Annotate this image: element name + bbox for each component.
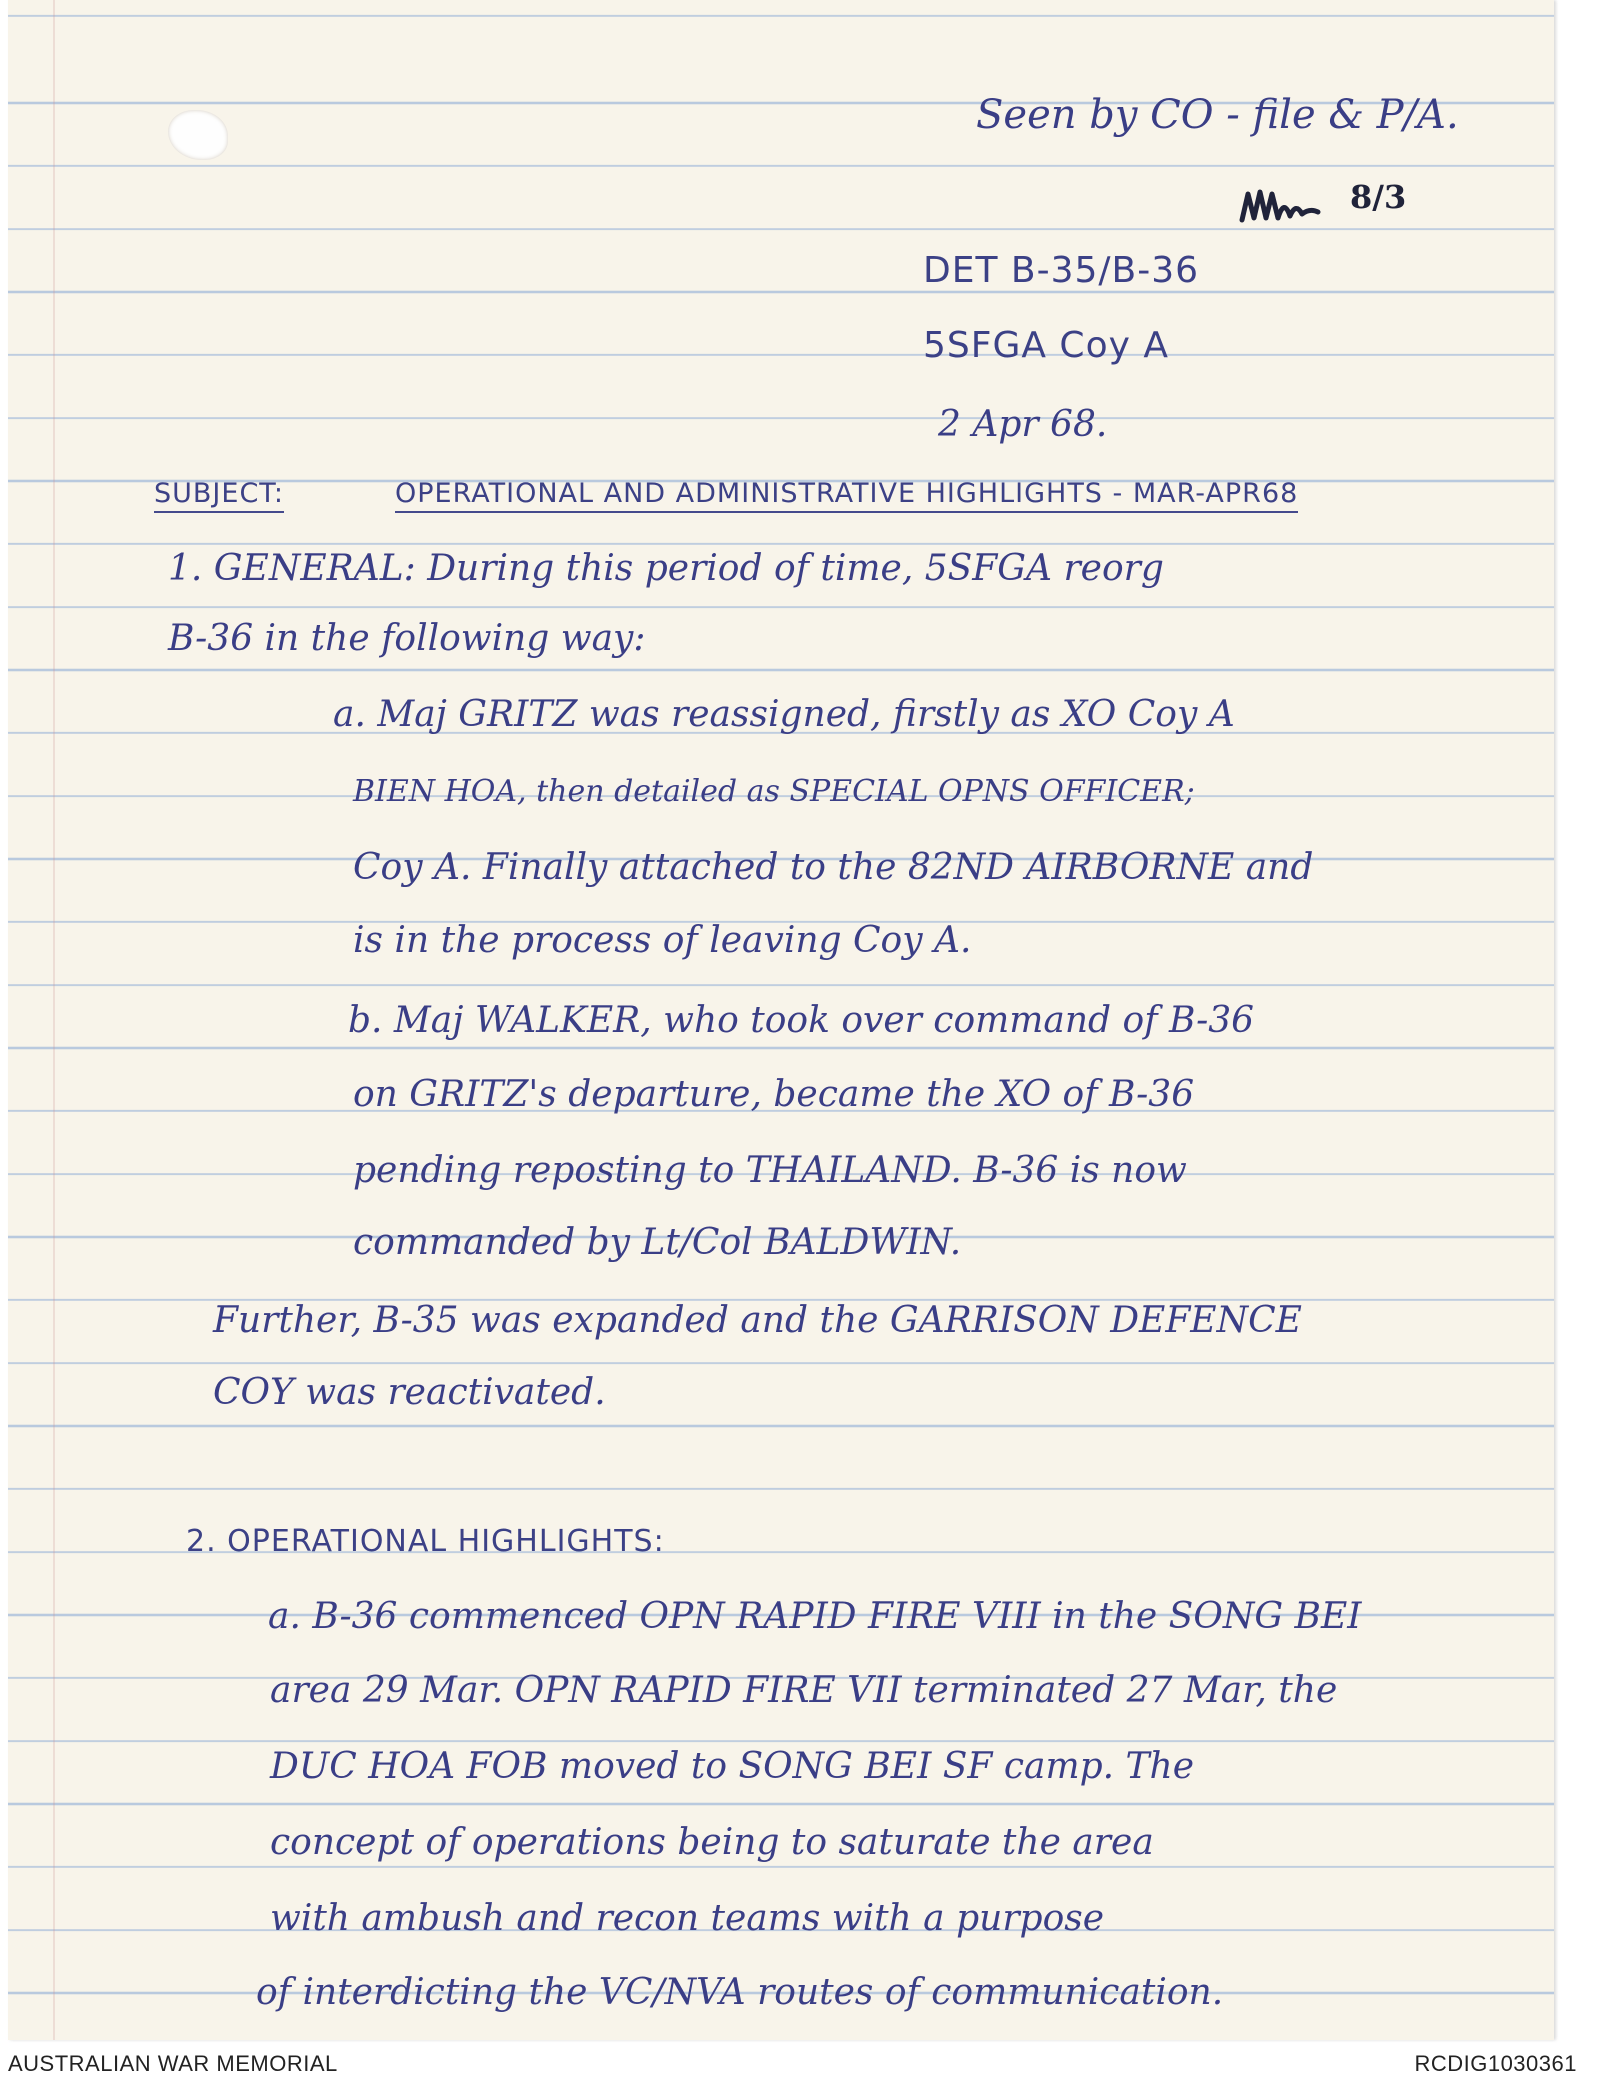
footer-archive-name: AUSTRALIAN WAR MEMORIAL [8, 2051, 338, 2076]
unit-header: 5SFGA Coy A [923, 325, 1169, 366]
body-line: commanded by Lt/Col BALDWIN. [353, 1222, 962, 1263]
annotation-date: 8/3 [1350, 178, 1407, 216]
margin-line [53, 0, 55, 2040]
footer-record-id: RCDIG1030361 [1414, 2051, 1577, 2076]
punch-hole [168, 110, 228, 160]
document-page [8, 0, 1554, 2040]
handwritten-initials-signature [1238, 184, 1338, 229]
subject-label: SUBJECT: [154, 478, 284, 513]
body-line: is in the process of leaving Coy A. [353, 920, 972, 961]
body-line: a. B-36 commenced OPN RAPID FIRE VIII in the SONG BEI [268, 1596, 1362, 1637]
body-line: on GRITZ's departure, became the XO of B-36 [353, 1074, 1195, 1115]
body-line: a. Maj GRITZ was reassigned, firstly as XO Coy A [333, 694, 1235, 735]
section-heading: 2. OPERATIONAL HIGHLIGHTS: [186, 1524, 665, 1559]
detachment-header: DET B-35/B-36 [923, 250, 1200, 291]
body-line: Further, B-35 was expanded and the GARRISON DEFENCE [213, 1300, 1302, 1341]
body-line: pending reposting to THAILAND. B-36 is now [353, 1150, 1187, 1191]
body-line: area 29 Mar. OPN RAPID FIRE VII terminated 27 Mar, the [270, 1670, 1338, 1711]
body-line: DUC HOA FOB moved to SONG BEI SF camp. The [270, 1746, 1195, 1787]
body-line: with ambush and recon teams with a purpose [270, 1898, 1105, 1939]
body-line: 1. GENERAL: During this period of time, 5SFGA reorg [168, 548, 1164, 589]
document-date: 2 Apr 68. [938, 404, 1108, 445]
subject-text: OPERATIONAL AND ADMINISTRATIVE HIGHLIGHTS - MAR-APR68 [395, 478, 1298, 513]
body-line: COY was reactivated. [213, 1372, 606, 1413]
body-line: Coy A. Finally attached to the 82ND AIRBORNE and [353, 847, 1314, 888]
body-line: b. Maj WALKER, who took over command of B-36 [348, 1000, 1255, 1041]
body-line: concept of operations being to saturate the area [270, 1822, 1154, 1863]
body-line: B-36 in the following way: [168, 618, 646, 659]
seen-by-co-note: Seen by CO - file & P/A. [976, 92, 1459, 138]
body-line: of interdicting the VC/NVA routes of communication. [256, 1972, 1224, 2013]
body-line: BIEN HOA, then detailed as SPECIAL OPNS OFFICER; [353, 774, 1195, 809]
